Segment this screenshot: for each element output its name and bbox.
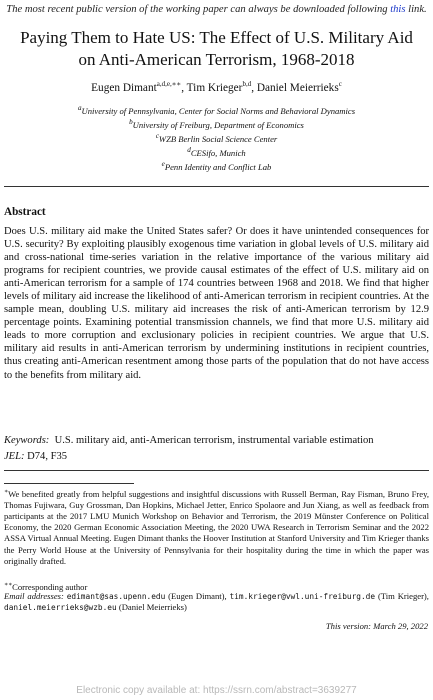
email-label: Email addresses: [4, 591, 64, 601]
footnote-mark: ∗ [4, 489, 9, 495]
email-footnote [4, 591, 429, 613]
author-list: Eugen Dimant$^{a,d,e,∗∗}$, Tim Krieger$^{b,d}$, Daniel Meierrieks$^c$ [91, 80, 342, 94]
ssrn-footer[interactable]: Electronic copy available at: https://ssrn.com/abstract=3639277 [76, 685, 357, 696]
top-note-suffix: link. [405, 4, 427, 15]
author-marks: b,d [242, 80, 252, 88]
email-owner: (Tim Krieger), [377, 591, 429, 601]
corresponding-text: Corresponding author [12, 581, 88, 592]
jel-codes [4, 451, 67, 462]
author-name: Eugen Dimant [91, 81, 157, 94]
affiliation-mark: d [187, 146, 191, 155]
author-marks: a,d,e,∗∗ [156, 80, 182, 88]
footnote-rule [4, 483, 134, 484]
affiliation-mark: a [77, 104, 82, 112]
download-link[interactable]: this [390, 4, 406, 15]
author-name: Daniel Meierrieks [256, 81, 339, 94]
jel-text: D74, F35 [27, 451, 68, 462]
affiliation-mark: b [129, 118, 133, 127]
affiliation-mark: e [161, 160, 165, 169]
acknowledgement-footnote [4, 487, 429, 567]
email-link[interactable]: daniel.meierrieks@wzb.eu [4, 603, 117, 613]
keywords-text: U.S. military aid, anti-American terrorism, instrumental variable estimation [54, 435, 374, 446]
affiliation [0, 131, 433, 145]
email-link[interactable]: tim.krieger@vwl.uni-freiburg.de [229, 592, 376, 601]
keywords [4, 435, 374, 446]
abstract-body: Does U.S. military aid make the United States safer? Or does it have unintended consequences for U.S. security? By exploiting plausibly exogenous time variation in global levels of U.S. military aid and cross-national time-series variation in the relative importance of the various military aid programs for recipient countries, we provide causal estimates of the effect of U.S. military aid on anti-American terrorism for a sample of 174 countries between 1968 and 2018. We find that higher levels of military aid increase the likelihood of anti-American terrorism in recipient countries. At the sample mean, doubling U.S. military aid increases the risk of anti-American terrorism by 12.9 percentage points. Examining potential transmission channels, we find that more U.S. military aid leads to more corruption and exclusionary policies in recipient countries. We argue that U.S. military aid results in anti-American terrorism by undermining institutions in recipient countries, thus creating anti-American resentment among those parts of the population that do not have access to the benefits from military aid. [4, 226, 429, 381]
email-owner: (Eugen Dimant), [168, 591, 227, 601]
affiliation [0, 103, 433, 117]
email-owner: (Daniel Meierrieks) [118, 602, 187, 613]
affiliation-text: WZB Berlin Social Science Center [158, 133, 278, 144]
top-note [0, 4, 433, 15]
acknowledgement-text: We benefited greatly from helpful suggestions and insightful discussions with Russell Berman, Ray Fisman, Bruno Frey, Thomas Fujiwara, Guy Grossman, Dan Hopkins, Michael Jetter, Enrico Spolaore and Jun Xiang, as well as feedback from participants at the 2017 LMU Munich Workshop on Behavior and Terrorism, the 2019 Münster Conference on Political Economy, the 2020 German Economic Association Meeting, the 2020 UWA Research in Terrorism Seminar and the 2022 ASSA Virtual Annual Meeting. Eugen Dimant thanks the Hoover Institution at Stanford University and Tim Krieger thanks the Perry World House at the University of Pennsylvania for their hospitality during the time in which the paper was originally drafted. [4, 488, 429, 566]
affiliation [0, 117, 433, 131]
author-name: Tim Krieger [186, 81, 243, 94]
affiliation [0, 145, 433, 159]
bottom-divider [4, 470, 429, 471]
jel-label: JEL: [4, 451, 25, 462]
top-divider [4, 186, 429, 187]
email-link[interactable]: edimant@sas.upenn.edu [66, 592, 166, 601]
abstract-heading: Abstract [4, 206, 46, 218]
affiliation-mark: c [155, 132, 159, 141]
affiliation [0, 159, 433, 173]
footnote-mark: ∗∗ [4, 582, 13, 588]
keywords-label: Keywords: [4, 435, 50, 446]
paper-title: Paying Them to Hate US: The Effect of U.S. Military Aid on Anti-American Terrorism, 1968-2018 [20, 28, 413, 69]
affiliation-text: University of Pennsylvania, Center for Social Norms and Behavioral Dynamics [81, 105, 356, 116]
version-date: This version: March 29, 2022 [325, 621, 428, 631]
affiliation-list [0, 103, 433, 173]
author-marks: c [338, 80, 342, 88]
affiliation-text: CESifo, Munich [190, 148, 246, 159]
affiliation-text: University of Freiburg, Department of Economics [132, 119, 304, 130]
top-note-prefix: The most recent public version of the working paper can always be downloaded following [6, 4, 391, 15]
affiliation-text: Penn Identity and Conflict Lab [164, 162, 272, 173]
